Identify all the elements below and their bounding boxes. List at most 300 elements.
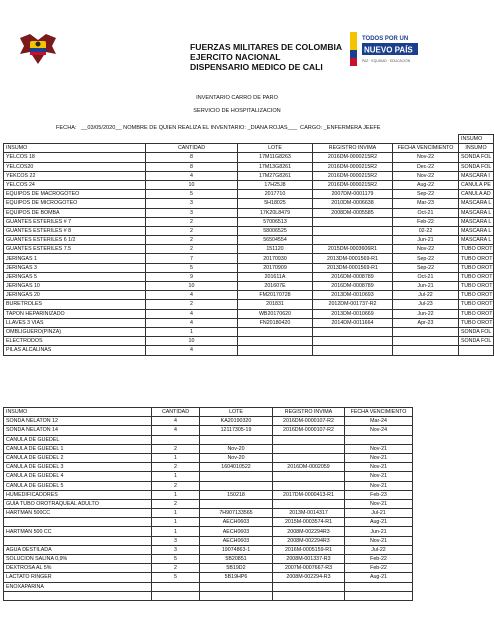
table-cell: CANULA DE GUEDEL 4 [4,472,152,481]
table-cell: Aug-22 [393,180,459,189]
table-cell [273,499,345,508]
table-cell [393,337,459,346]
table-cell: JERINGAS 5 [4,272,146,281]
table-cell: Mar-23 [393,199,459,208]
table-cell [393,327,459,336]
table-cell: Nov-21 [345,453,413,462]
table-cell [313,327,393,336]
table-row [4,555,413,564]
subtitle-inventory: INVENTARIO CARRO DE PARO [196,95,278,101]
table-cell: 2016DM-0000215R2 [313,162,393,171]
army-crest-icon [16,32,60,68]
table-cell [273,453,345,462]
table-cell: 57006513 [238,217,313,226]
table-row [4,272,494,281]
table-cell: 10 [146,180,238,189]
table-cell: WB20170620 [238,309,313,318]
table-cell: Jun-21 [393,282,459,291]
table-cell: 2016DM-0008789 [313,282,393,291]
table-cell [4,591,152,600]
table-cell: FM20170728 [238,291,313,300]
table-cell: Jun-22 [393,309,459,318]
table-cell: 2008M-002294R3 [273,527,345,536]
table-cell [313,346,393,355]
table-cell: 2014DM-0011664 [313,318,393,327]
table-cell: GUANTES ESTERILES 6 1/2 [4,236,146,245]
table-cell: MASCARA L [459,226,494,235]
table-cell [273,444,345,453]
table-row [4,426,413,435]
table-cell: YEKCOS 22 [4,171,146,180]
table-cell: Apr-23 [393,318,459,327]
table-cell: Feb-23 [345,490,413,499]
table-cell: BURETROLES [4,300,146,309]
table-cell: 20170909 [238,263,313,272]
table-cell: Nov-21 [345,444,413,453]
table-cell: SONDA FOL [459,153,494,162]
table-row [4,300,494,309]
table-cell: Feb-22 [345,564,413,573]
column-header: REGISTRO INVIMA [313,144,393,153]
table-cell: TUBO OROT [459,318,494,327]
table-cell [393,346,459,355]
table-cell: SONDA NELATON 14 [4,426,152,435]
table-row [4,171,494,180]
table-row [4,327,494,336]
table-row [4,337,494,346]
table-cell: HARTMAN 500CC [4,509,152,518]
table-cell [273,591,345,600]
table-cell: 7H907133565 [200,509,273,518]
table-cell: 5B20851 [200,555,273,564]
table-cell: Nov-21 [345,481,413,490]
table-row [4,536,413,545]
table-cell: LLAVES 3 VIAS [4,318,146,327]
table-cell: 2016DM-0000215R2 [313,180,393,189]
table-cell: 2013DM-0001569-R1 [313,254,393,263]
table-cell [313,226,393,235]
table-cell: Nov-24 [345,426,413,435]
table-cell: Oct-21 [393,272,459,281]
table-cell: 12117305-19 [200,426,273,435]
inventory-table-1 [3,134,494,356]
empty-cell [393,135,459,144]
table-cell: OMBLIGUERO(PINZA) [4,327,146,336]
table-cell: 5H18025 [238,199,313,208]
table-cell: 2 [152,444,200,453]
table-row [4,208,494,217]
table-cell: TUBO OROT [459,272,494,281]
table-cell: CANULA DE GUEDEL [4,435,152,444]
table-cell [200,481,273,490]
table-cell [200,591,273,600]
table-row [4,435,413,444]
table-cell: 1 [152,453,200,462]
table-cell [200,582,273,591]
table-cell: 3 [152,536,200,545]
table-cell [313,217,393,226]
table-row [4,263,494,272]
table-cell: 4 [146,171,238,180]
column-header: INSUMO [459,144,494,153]
table-cell: 17M13G8261 [238,162,313,171]
table-cell: 2 [146,300,238,309]
table-cell: CANULA DE GUEDEL 3 [4,463,152,472]
subtitle-service: SERVICIO DE HOSPITALIZACION [193,108,281,114]
table-cell: Sep-22 [393,254,459,263]
table-row [4,417,413,426]
table-cell [152,591,200,600]
table-cell: 3 [146,199,238,208]
table-cell: YELCOS20 [4,162,146,171]
column-header: LOTE [200,408,273,417]
empty-cell [146,135,238,144]
table-cell: 17M11G8263 [238,153,313,162]
table-cell: 3 [146,208,238,217]
table-cell: 2 [152,564,200,573]
table-row [4,245,494,254]
table-cell: CANULA PE [459,180,494,189]
table-cell: 4 [146,291,238,300]
table-cell: 7 [146,254,238,263]
table-row [4,236,494,245]
table-cell: 2016DM-0000215R2 [313,171,393,180]
table-row [4,453,413,462]
table-cell: 2010DM-0006638 [313,199,393,208]
table-cell: SONDA FOL [459,327,494,336]
table-cell: MASCARA L [459,217,494,226]
table-cell: 1 [146,327,238,336]
table-row [4,582,413,591]
table-row [4,527,413,536]
table-cell [152,582,200,591]
table-cell: 2 [146,245,238,254]
table-cell: TUBO OROT [459,282,494,291]
table-cell: 2013DM-0010693 [313,291,393,300]
table-cell: Feb-22 [345,555,413,564]
table-row [4,591,413,600]
table-cell: 10 [146,282,238,291]
table-cell: TUBO OROT [459,254,494,263]
table-cell: 2016DM-0000107-R2 [273,426,345,435]
table-cell [200,499,273,508]
table-cell: HARTMAN 500 CC [4,527,152,536]
table-cell: 2008DM-0005585 [313,208,393,217]
table-cell [345,435,413,444]
inventory-table-2 [3,407,413,601]
table-cell: 2015DM-0003606R1 [313,245,393,254]
table-cell: Sep-22 [393,190,459,199]
table-cell: 2012DM-001737-R2 [313,300,393,309]
table-cell: Nov-22 [393,245,459,254]
table-cell: 56504554 [238,236,313,245]
column-header: FECHA VENCIMIENTO [345,408,413,417]
table-cell: 2008M-002294-R3 [273,573,345,582]
table-row [4,499,413,508]
table-cell [152,435,200,444]
column-header: INSUMO [4,408,152,417]
table-cell: 2 [152,499,200,508]
table-cell: 5 [146,263,238,272]
table-cell: 201831 [238,300,313,309]
table-cell: 2 [152,481,200,490]
table-cell: LACTATO RINGER [4,573,152,582]
table-cell: Jun-21 [345,527,413,536]
table-cell: 5B19HP6 [200,573,273,582]
table-row [4,190,494,199]
table-cell: 2013DM-0010669 [313,309,393,318]
table-row [4,346,494,355]
table-row [4,490,413,499]
extra-header-cell: INSUMO [459,135,494,144]
table-cell: SONDA FOL [459,337,494,346]
table-cell: 17K20L8479 [238,208,313,217]
table-cell: 4 [152,426,200,435]
table-row [4,226,494,235]
table-cell: SONDA FOL [459,162,494,171]
table-cell: 2 [152,463,200,472]
table-cell: Nov-20 [200,444,273,453]
table-row [4,291,494,300]
table-row [4,463,413,472]
table-row [4,518,413,527]
table-cell: 1 [152,527,200,536]
table-cell [200,472,273,481]
table-cell [313,236,393,245]
table-cell: Nov-21 [345,472,413,481]
table-cell: Nov-21 [345,499,413,508]
table-cell: 151120 [238,245,313,254]
table-cell: TUBO OROT [459,245,494,254]
table-row [4,282,494,291]
column-header: REGISTRO INVIMA [273,408,345,417]
inventory-meta: FECHA: __03/05/2020__ NOMBRE DE QUIEN REALIZA EL INVENTARIO: _DIANA ROJAS___ CARGO: _ENFERMERA JEEFE [56,125,381,131]
table-cell: CANULA DE GUEDEL 5 [4,481,152,490]
table-cell: 8 [146,162,238,171]
table-cell: 2016DM-0002059 [273,463,345,472]
logo-main-text: NUEVO PAÍS [364,45,413,55]
table-cell: JERINGAS 10 [4,282,146,291]
table-cell: 150218 [200,490,273,499]
table-cell [345,582,413,591]
table-cell: JERINGAS 20 [4,291,146,300]
table-cell: TUBO OROT [459,300,494,309]
table-cell: 02-22 [393,226,459,235]
table-cell: KA20190320 [200,417,273,426]
table-cell: CANULA AD [459,190,494,199]
table-cell: AECH0603 [200,527,273,536]
table-cell: Jul-21 [345,509,413,518]
table-cell [4,518,152,527]
table-cell: 1 [152,490,200,499]
empty-cell [4,135,146,144]
table-row [4,180,494,189]
table-cell [238,346,313,355]
table-cell: AECH0603 [200,536,273,545]
table-row [4,509,413,518]
table-cell: 5 [146,190,238,199]
table-cell: TAPON HEPARINIZADO [4,309,146,318]
table-cell: 2015M-0003574-R1 [273,518,345,527]
table-cell: 9 [146,272,238,281]
table-cell: MASCARA L [459,199,494,208]
table-row [4,153,494,162]
table-cell: AECH0603 [200,518,273,527]
table-cell: 1 [152,518,200,527]
table-cell: TUBO OROT [459,263,494,272]
table-cell: DEXTROSA AL 5% [4,564,152,573]
table-cell: 2 [146,226,238,235]
table-cell: Aug-21 [345,573,413,582]
header-line-2: EJERCITO NACIONAL [190,52,281,62]
table-cell: CANULA DE GUEDEL 2 [4,453,152,462]
table-cell: GUANTES ESTERILES 7.5 [4,245,146,254]
table-cell: GUANTES ESTERILES # 7 [4,217,146,226]
column-header: CANTIDAD [146,144,238,153]
table-cell: ELECTRODOS [4,337,146,346]
table-row [4,444,413,453]
table-cell: 17M27G8261 [238,171,313,180]
table-cell: Sep-22 [393,263,459,272]
table-row [4,545,413,554]
table-row [4,472,413,481]
table-cell: EQUIPOS DE MICROGOTEO [4,199,146,208]
table-cell: 58006525 [238,226,313,235]
table-row [4,318,494,327]
table-cell: 4 [146,346,238,355]
table-row [4,254,494,263]
table-cell [273,435,345,444]
table-cell: 4 [152,417,200,426]
table-cell [273,582,345,591]
table-cell: 2017710 [238,190,313,199]
table-cell: GUIA TUBO OROTRAQUEAL ADULTO [4,499,152,508]
table-cell [313,337,393,346]
table-cell [238,337,313,346]
logo-top-text: TODOS POR UN [362,36,409,42]
table-cell [4,536,152,545]
table-cell: 2016DM-0000107-R2 [273,417,345,426]
table-cell: Nov-20 [200,453,273,462]
table-header-row [4,144,494,153]
table-cell: Mar-24 [345,417,413,426]
table-cell: Oct-21 [393,208,459,217]
table-cell: Jul-22 [345,545,413,554]
table-cell: Jul-22 [393,291,459,300]
table-cell: Feb-22 [393,217,459,226]
table-cell: Nov-21 [345,536,413,545]
table-cell: YELCOS 24 [4,180,146,189]
table-cell: 5 [152,573,200,582]
table-cell: 4 [146,309,238,318]
table-cell: AGUA DESTILADA [4,545,152,554]
table-cell: 4 [146,318,238,327]
table-cell: JERINGAS 3 [4,263,146,272]
table-cell: 2007DM-0001179 [313,190,393,199]
table-cell: TUBO OROT [459,291,494,300]
table-cell: 10 [146,337,238,346]
table-header-row [4,408,413,417]
table-cell: Nov-21 [345,463,413,472]
table-row [4,162,494,171]
table-cell: 2008M-002294R3 [273,536,345,545]
table-cell [273,472,345,481]
table-cell: 201607E [238,282,313,291]
table-cell: 1 [152,509,200,518]
table-cell: 1 [152,472,200,481]
table-cell [345,591,413,600]
table-cell: JERINGAS 1 [4,254,146,263]
column-header: LOTE [238,144,313,153]
table-row [4,217,494,226]
table-row [4,481,413,490]
table-cell: PILAS ALCALINAS [4,346,146,355]
table-extra-header-row [4,135,494,144]
table-cell: MASCARA L [459,208,494,217]
table-cell: 19074863-1 [200,545,273,554]
government-logo-icon [348,24,422,76]
table-cell: HUMEDIFICADORES [4,490,152,499]
table-cell: Aug-21 [345,518,413,527]
table-cell [200,435,273,444]
table-cell: MASCARA L [459,236,494,245]
table-row [4,564,413,573]
table-row [4,309,494,318]
table-cell: 5B19D2 [200,564,273,573]
table-cell: Nov-22 [393,153,459,162]
empty-cell [313,135,393,144]
column-header: CANTIDAD [152,408,200,417]
table-cell: 20170930 [238,254,313,263]
table-cell: GUANTES ESTERILES # 8 [4,226,146,235]
table-cell: YELCOS 18 [4,153,146,162]
table-cell: ENOXAPARINA [4,582,152,591]
header-line-1: FUERZAS MILITARES DE COLOMBIA [190,42,343,52]
table-cell: Nov-22 [393,171,459,180]
table-cell: Jul-23 [393,300,459,309]
table-cell: 2013M-0014317 [273,509,345,518]
table-cell: 3 [152,545,200,554]
table-cell [459,346,494,355]
table-cell: 2016DM-0000215R2 [313,153,393,162]
table-cell: EQUIPOS DE BOMBA [4,208,146,217]
table-cell: 201611A [238,272,313,281]
table-cell: EQUIPOS DE MACROGOTEO [4,190,146,199]
table-cell: 1604010522 [200,463,273,472]
table-cell: Jun-21 [393,236,459,245]
table-cell: 2016M-0005159-R1 [273,545,345,554]
table-cell: 2017DM-0000413-R1 [273,490,345,499]
table-cell: 2 [146,217,238,226]
table-row [4,573,413,582]
table-cell: MASCARA I [459,171,494,180]
table-cell: 17H25J8 [238,180,313,189]
table-cell: FN20180420 [238,318,313,327]
table-cell [238,327,313,336]
table-cell: SONDA NELATON 12 [4,417,152,426]
table-cell: 2008M-001337-R3 [273,555,345,564]
table-cell: 2013DM-0001569-R1 [313,263,393,272]
table-row [4,199,494,208]
table-cell: TUBO OROT [459,309,494,318]
empty-cell [238,135,313,144]
table-cell: 2016DM-0008789 [313,272,393,281]
table-cell: 5 [152,555,200,564]
table-cell: Dec-22 [393,162,459,171]
table-cell [273,481,345,490]
column-header: INSUMO [4,144,146,153]
table-cell: CANULA DE GUEDEL 1 [4,444,152,453]
